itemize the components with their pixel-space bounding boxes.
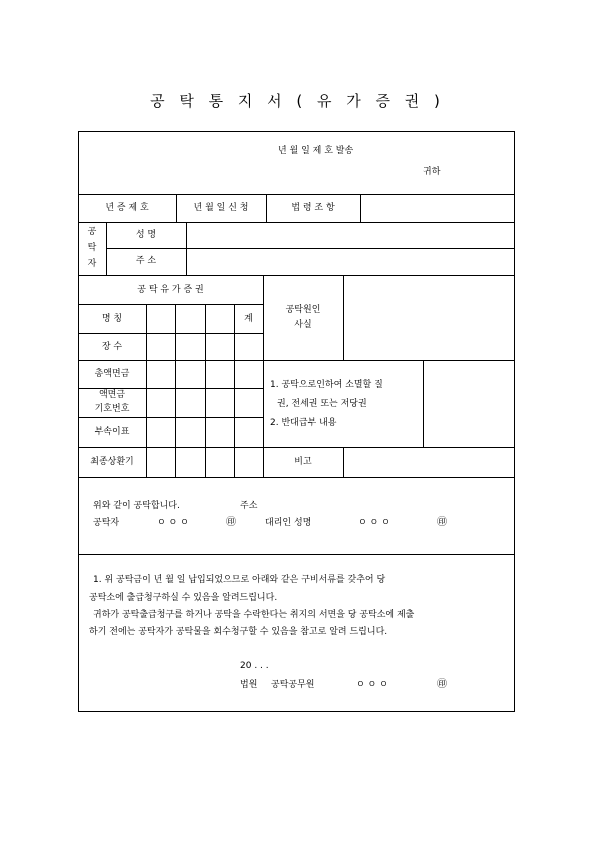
- securities-count-label: 장 수: [101, 342, 123, 352]
- court-label: 법원: [240, 680, 258, 690]
- deposit-number-label: 년 증 제 호: [105, 203, 149, 213]
- agent-seal-icon: ㊞: [437, 517, 447, 528]
- depositor-seal-icon: ㊞: [226, 517, 236, 528]
- securities-name-label: 명 칭: [101, 314, 123, 324]
- officer-name: ㅇ ㅇ ㅇ: [356, 680, 388, 690]
- application-date-label: 년 월 일 신 청: [193, 203, 249, 213]
- declaration-agent-name: ㅇ ㅇ ㅇ: [358, 518, 390, 528]
- deposit-cause-label-line1: 공탁원인: [285, 305, 321, 315]
- note-line-2: 권, 전세권 또는 저당권: [277, 399, 367, 409]
- coupon-label: 부속이표: [94, 427, 130, 437]
- declaration-depositor-name: ㅇ ㅇ ㅇ: [157, 518, 189, 528]
- depositor-group-label-2: 탁: [87, 243, 97, 253]
- officer-seal-icon: ㊞: [437, 679, 447, 690]
- depositor-group-label-3: 자: [87, 259, 97, 269]
- notice-line-4: 하기 전에는 공탁자가 공탁물을 회수청구할 수 있음을 참고로 알려 드립니다.: [89, 627, 388, 637]
- notice-date: 20 . . .: [240, 661, 269, 671]
- depositor-group-label-1: 공: [87, 227, 97, 237]
- total-face-value-label: 총액면금: [94, 369, 130, 379]
- depositor-address-label: 주 소: [135, 256, 157, 266]
- remarks-label: 비고: [294, 457, 312, 467]
- notice-line-2: 공탁소에 출급청구하실 수 있음을 알려드립니다.: [89, 593, 278, 603]
- note-line-3: 2. 반대급부 내용: [270, 418, 337, 428]
- code-number-label: 기호번호: [94, 404, 130, 414]
- declaration-agent-label: 대리인 성명: [265, 518, 312, 528]
- securities-header: 공 탁 유 가 증 권: [137, 285, 204, 295]
- final-redemption-label: 최종상환기: [90, 457, 134, 467]
- addressee-label: 귀하: [423, 167, 441, 177]
- depositor-name-label: 성 명: [135, 230, 157, 240]
- deposit-cause-label-line2: 사실: [294, 320, 312, 330]
- note-line-1: 1. 공탁으로인하여 소멸할 질: [270, 380, 383, 390]
- declaration-statement: 위와 같이 공탁합니다.: [93, 501, 180, 511]
- declaration-address-label: 주소: [240, 501, 258, 511]
- notice-line-1: 1. 위 공탁금이 년 월 일 납입되었으므로 아래와 같은 구비서류를 갖추어 당: [93, 575, 386, 585]
- officer-label: 공탁공무원: [271, 680, 315, 690]
- securities-total-label: 계: [244, 314, 253, 324]
- notice-line-3: 귀하가 공탁출급청구를 하거나 공탁을 수락한다는 취지의 서면을 당 공탁소에 제출: [93, 610, 415, 620]
- document-title: 공 탁 통 지 서 ( 유 가 증 권 ): [150, 92, 445, 110]
- face-amount-label: 액면금: [98, 390, 126, 400]
- notice-date-line: 년 월 일 제 호 발송: [278, 146, 354, 156]
- legal-basis-label: 법 령 조 항: [291, 203, 335, 213]
- declaration-depositor-label: 공탁자: [93, 518, 120, 528]
